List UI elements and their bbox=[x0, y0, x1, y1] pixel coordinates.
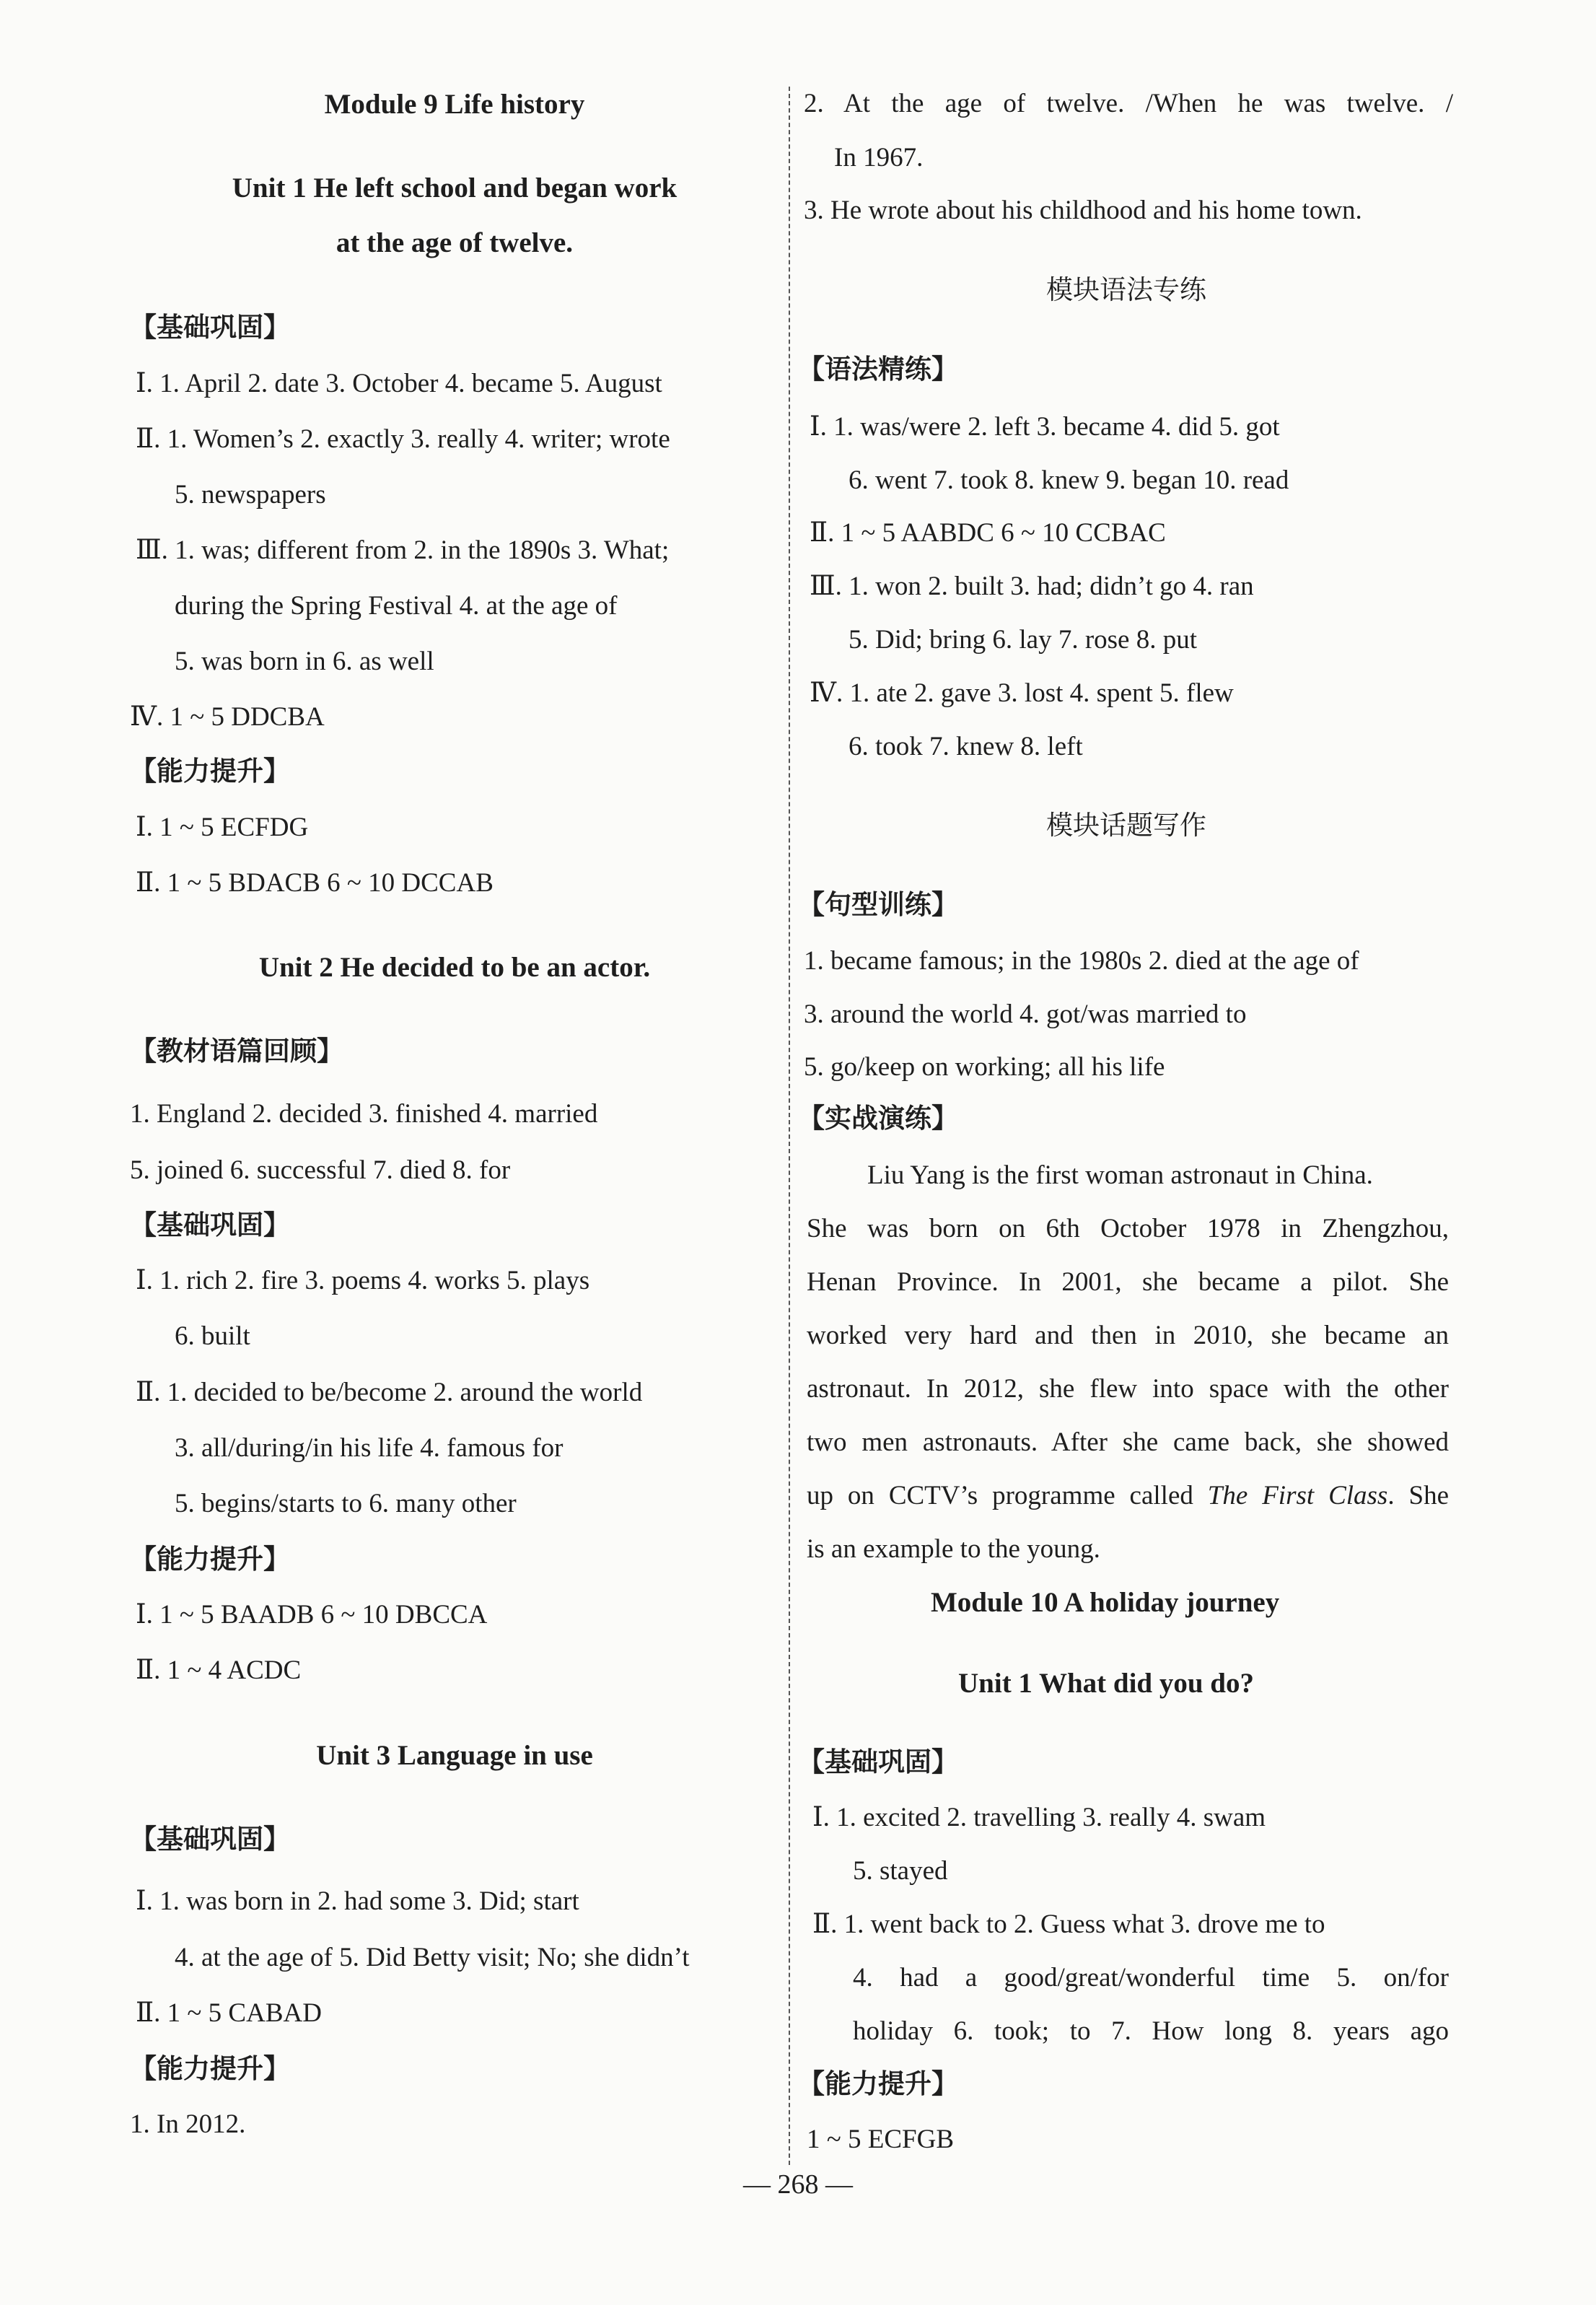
essay-line: two men astronauts. After she came back, she showed bbox=[807, 1427, 1449, 1457]
answer-line: In 1967. bbox=[834, 143, 924, 172]
essay-text: . She bbox=[1387, 1481, 1450, 1510]
answer-line: 5. joined 6. successful 7. died 8. for bbox=[130, 1155, 511, 1185]
answer-line: 5. stayed bbox=[853, 1856, 948, 1886]
answer-line: 6. went 7. took 8. knew 9. began 10. read bbox=[849, 465, 1289, 495]
answer-line: Ⅳ. 1 ~ 5 DDCBA bbox=[130, 702, 325, 732]
unit-title: Unit 3 Language in use bbox=[316, 1740, 593, 1771]
essay-line: Henan Province. In 2001, she became a pilot. She bbox=[807, 1267, 1449, 1297]
unit-title: Unit 1 He left school and began work bbox=[232, 172, 678, 204]
essay-line: is an example to the young. bbox=[807, 1534, 1100, 1564]
answer-line: during the Spring Festival 4. at the age of bbox=[175, 591, 618, 621]
unit-title: Unit 2 He decided to be an actor. bbox=[258, 952, 651, 983]
essay-line: Liu Yang is the first woman astronaut in China. bbox=[867, 1160, 1373, 1190]
answer-line: 1. became famous; in the 1980s 2. died at the age of bbox=[804, 946, 1359, 976]
answer-line: Ⅰ. 1. excited 2. travelling 3. really 4. swam bbox=[812, 1803, 1266, 1832]
answer-line: Ⅲ. 1. won 2. built 3. had; didn’t go 4. ran bbox=[810, 572, 1254, 601]
answer-line: Ⅱ. 1 ~ 4 ACDC bbox=[136, 1656, 302, 1685]
answer-line: 5. was born in 6. as well bbox=[175, 647, 434, 676]
answer-line: Ⅰ. 1. rich 2. fire 3. poems 4. works 5. plays bbox=[136, 1266, 590, 1295]
answer-line: Ⅱ. 1. decided to be/become 2. around the world bbox=[136, 1378, 643, 1407]
answer-line: 2. At the age of twelve. /When he was twelve. / bbox=[804, 89, 1453, 118]
answer-line: Ⅱ. 1 ~ 5 CABAD bbox=[136, 1998, 322, 2028]
module-title: Module 9 Life history bbox=[324, 89, 585, 120]
section-header: 【实战演练】 bbox=[798, 1103, 958, 1134]
section-header: 【能力提升】 bbox=[798, 2068, 958, 2099]
answer-line: 4. had a good/great/wonderful time 5. on/for bbox=[853, 1963, 1449, 1993]
answer-line: 1. England 2. decided 3. finished 4. married bbox=[130, 1099, 598, 1129]
page-number: — 268 — bbox=[743, 2169, 853, 2200]
answer-line: Ⅱ. 1. went back to 2. Guess what 3. drove me to bbox=[812, 1910, 1325, 1939]
answer-line: 5. begins/starts to 6. many other bbox=[175, 1489, 517, 1518]
answer-line: 6. built bbox=[175, 1321, 250, 1351]
section-header: 【语法精练】 bbox=[798, 354, 958, 385]
answer-line: Ⅰ. 1. was/were 2. left 3. became 4. did 5. got bbox=[810, 412, 1280, 442]
essay-text: up on CCTV’s programme called bbox=[807, 1481, 1208, 1510]
essay-line: She was born on 6th October 1978 in Zhengzhou, bbox=[807, 1214, 1449, 1243]
answer-line: holiday 6. took; to 7. How long 8. years ago bbox=[853, 2016, 1449, 2046]
answer-line: Ⅳ. 1. ate 2. gave 3. lost 4. spent 5. flew bbox=[810, 678, 1234, 708]
unit-title-continued: at the age of twelve. bbox=[336, 227, 574, 258]
section-header: 【基础巩固】 bbox=[130, 1210, 290, 1241]
answer-line: Ⅰ. 1. was born in 2. had some 3. Did; start bbox=[136, 1886, 579, 1916]
section-header: 【基础巩固】 bbox=[130, 1824, 290, 1855]
answer-line: Ⅲ. 1. was; different from 2. in the 1890s 3. What; bbox=[136, 535, 670, 565]
section-header: 【教材语篇回顾】 bbox=[130, 1036, 343, 1067]
answer-line: Ⅱ. 1 ~ 5 AABDC 6 ~ 10 CCBAC bbox=[810, 518, 1166, 548]
answer-line: 6. took 7. knew 8. left bbox=[849, 732, 1083, 761]
column-divider bbox=[789, 87, 790, 2165]
essay-line: worked very hard and then in 2010, she became an bbox=[807, 1321, 1449, 1350]
answer-line: 4. at the age of 5. Did Betty visit; No; she didn’t bbox=[175, 1943, 690, 1972]
answer-line: Ⅱ. 1. Women’s 2. exactly 3. really 4. writer; wrote bbox=[136, 424, 670, 454]
programme-title: The First Class bbox=[1207, 1481, 1388, 1510]
section-header: 【能力提升】 bbox=[130, 2053, 290, 2084]
answer-line: 1 ~ 5 ECFGB bbox=[807, 2125, 955, 2154]
essay-line bbox=[807, 1480, 1449, 1512]
answer-line: 5. Did; bring 6. lay 7. rose 8. put bbox=[849, 625, 1198, 655]
section-title: 模块话题写作 bbox=[1046, 810, 1206, 841]
answer-line: 3. around the world 4. got/was married to bbox=[804, 1000, 1247, 1029]
answer-line: 3. He wrote about his childhood and his home town. bbox=[804, 196, 1362, 225]
answer-line: 5. go/keep on working; all his life bbox=[804, 1052, 1165, 1082]
section-header: 【能力提升】 bbox=[130, 1544, 290, 1575]
answer-line: Ⅰ. 1 ~ 5 BAADB 6 ~ 10 DBCCA bbox=[136, 1600, 488, 1630]
answer-line: Ⅰ. 1. April 2. date 3. October 4. became 5. August bbox=[136, 369, 662, 398]
unit-title: Unit 1 What did you do? bbox=[958, 1668, 1254, 1699]
answer-line: 1. In 2012. bbox=[130, 2109, 246, 2139]
answer-line: Ⅰ. 1 ~ 5 ECFDG bbox=[136, 813, 309, 842]
section-header: 【基础巩固】 bbox=[130, 312, 290, 343]
module-title: Module 10 A holiday journey bbox=[931, 1587, 1280, 1618]
section-header: 【句型训练】 bbox=[798, 889, 958, 920]
essay-line: astronaut. In 2012, she flew into space with the other bbox=[807, 1374, 1449, 1404]
answer-line: 3. all/during/in his life 4. famous for bbox=[175, 1433, 564, 1463]
answer-line: 5. newspapers bbox=[175, 480, 326, 509]
answer-line: Ⅱ. 1 ~ 5 BDACB 6 ~ 10 DCCAB bbox=[136, 868, 494, 898]
section-header: 【能力提升】 bbox=[130, 756, 290, 787]
section-header: 【基础巩固】 bbox=[798, 1746, 958, 1777]
section-title: 模块语法专练 bbox=[1046, 274, 1206, 305]
